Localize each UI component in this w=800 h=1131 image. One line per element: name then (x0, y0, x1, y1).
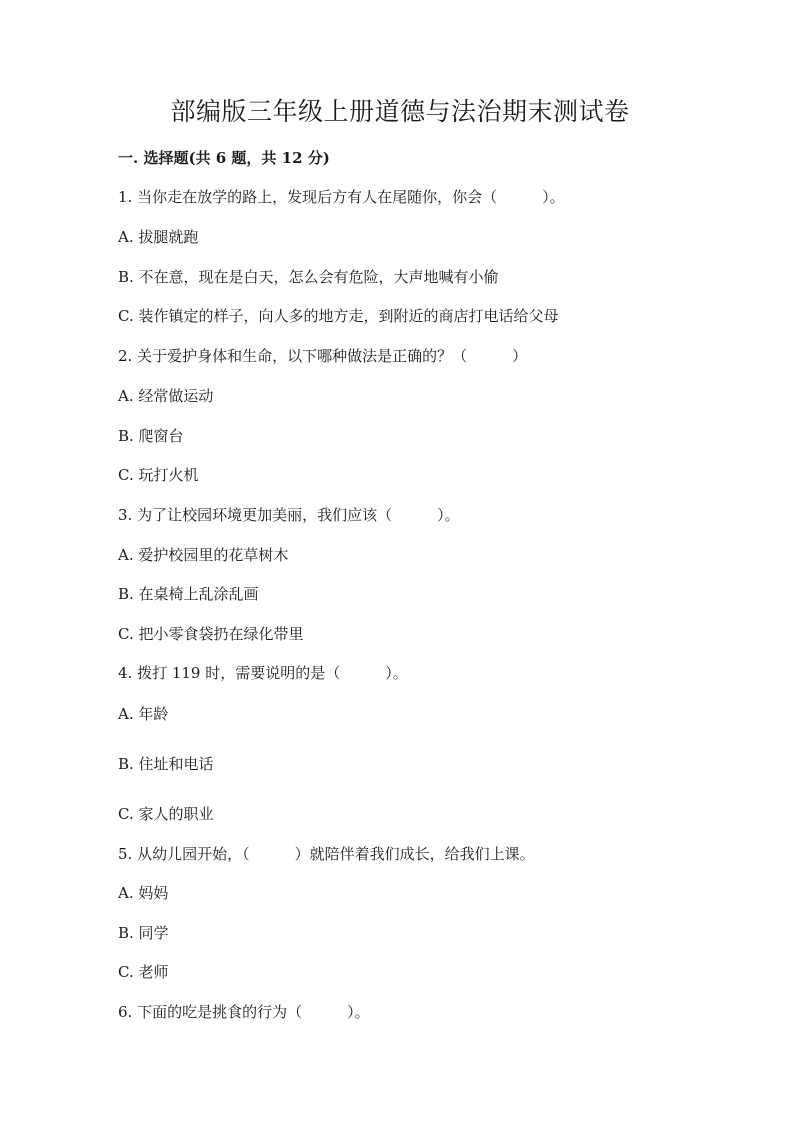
question-6-stem: 6. 下面的吃是挑食的行为（ ）。 (118, 1003, 370, 1021)
question-5-option-b: B. 同学 (118, 924, 169, 942)
question-4-option-b: B. 住址和电话 (118, 755, 214, 773)
question-5-stem: 5. 从幼儿园开始，（ ）就陪伴着我们成长，给我们上课。 (118, 845, 535, 863)
question-1-option-a: A. 拔腿就跑 (118, 228, 199, 246)
question-2-option-c: C. 玩打火机 (118, 466, 199, 484)
question-1-option-c: C. 装作镇定的样子，向人多的地方走，到附近的商店打电话给父母 (118, 307, 559, 325)
question-2-option-a: A. 经常做运动 (118, 387, 214, 405)
page-title: 部编版三年级上册道德与法治期末测试卷 (170, 97, 630, 126)
question-1-stem: 1. 当你走在放学的路上，发现后方有人在尾随你，你会（ ）。 (118, 188, 565, 206)
question-3-stem: 3. 为了让校园环境更加美丽，我们应该（ ）。 (118, 506, 460, 524)
question-5-option-c: C. 老师 (118, 963, 169, 981)
question-2-option-b: B. 爬窗台 (118, 427, 184, 445)
question-1-option-b: B. 不在意，现在是白天，怎么会有危险，大声地喊有小偷 (118, 268, 499, 286)
question-5-option-a: A. 妈妈 (118, 884, 169, 902)
question-4-option-a: A. 年龄 (118, 705, 169, 723)
question-3-option-b: B. 在桌椅上乱涂乱画 (118, 585, 259, 603)
section-heading: 一. 选择题(共 6 题，共 12 分) (118, 149, 330, 167)
question-3-option-a: A. 爱护校园里的花草树木 (118, 546, 289, 564)
question-4-stem: 4. 拨打 119 时，需要说明的是（ ）。 (118, 664, 408, 682)
question-2-stem: 2. 关于爱护身体和生命，以下哪种做法是正确的？（ ） (118, 347, 528, 365)
question-4-option-c: C. 家人的职业 (118, 805, 214, 823)
question-3-option-c: C. 把小零食袋扔在绿化带里 (118, 625, 304, 643)
